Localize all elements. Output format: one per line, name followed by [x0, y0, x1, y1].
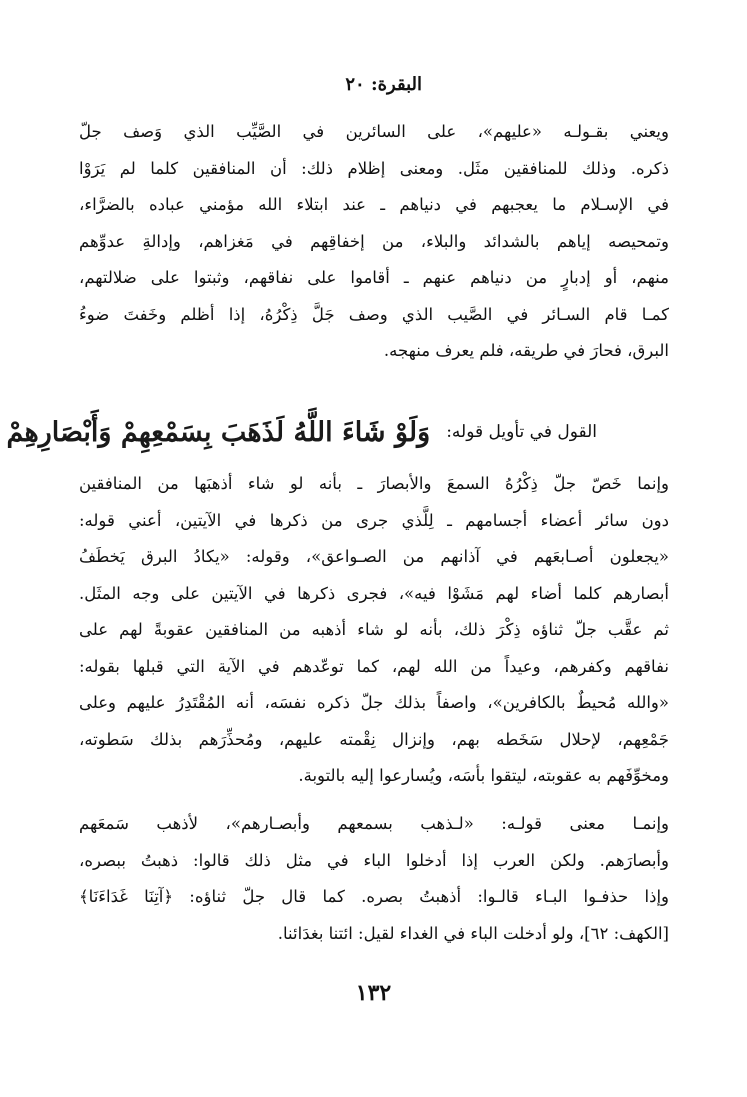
text-line: ثم عقَّب جلّ ثناؤه ذِكْرَ ذلك، بأنه لو شاء أذهبه من المنافقين عقوبةً لهم على [79, 620, 669, 639]
quran-verse: وَلَوْ شَاءَ اللَّهُ لَذَهَبَ بِسَمْعِهِمْ وَأَبْصَارِهِمْ [6, 416, 431, 448]
text-line: وأبصارَهم. ولكن العرب إذا أدخلوا الباء في مثل ذلك قالوا: ذهبتُ ببصره، [79, 850, 669, 870]
page-number: ١٣٢ [355, 980, 392, 1006]
text-line: جَمْعِهم، لإحلال سَخَطه بهم، وإنزال نِقْمته عليهم، ومُحذِّرَهم بذلك سَطوته، [79, 729, 669, 749]
text-line: «والله مُحيطٌ بالكافرين»، واصفاً بذلك جلّ ذكره نفسَه، أنه المُقْتَدِرُ عليهم وعلى [79, 693, 669, 712]
running-header: البقرة: ٢٠ [345, 74, 422, 95]
text-line: وإنما خَصّ جلّ ذِكْرُهُ السمعَ والأبصارَ ـ بأنه لو شاء أذهبَها من المنافقين [79, 474, 669, 493]
text-line: ذكره. وذلك للمنافقين مثَل. ومعنى إظلام ذلك: أن المنافقين كلما لم يَرَوْا [79, 158, 669, 178]
text-line: ومخوِّفَهم به عقوبته، ليتقوا بأسَه، ويُسارعوا إليه بالتوبة. [298, 766, 669, 785]
text-line: وإنمـا معنى قولـه: «لـذهب بسمعهم وأبصـارهم»، لأذهب سَمعَهم [79, 814, 669, 833]
text-line: كمـا قام السـائر في الصَّيب الذي وصف جَلَّ ذِكْرُهُ، إذا أظلم وخَفتَ ضوءُ [79, 304, 669, 324]
text-line: البرق، فحارَ في طريقه، فلم يعرف منهجه. [383, 341, 669, 360]
paragraph-3 [79, 806, 669, 952]
heading-lead: القول في تأويل قوله: [446, 422, 597, 442]
paragraph-1 [79, 114, 669, 370]
text-line: ويعني بقـولـه «عليهم»، على السائرين في الصَّيِّب الذي وَصف جلّ [79, 122, 669, 141]
text-line: وإذا حذفـوا البـاء قالـوا: أذهبتُ بصره. كما قال جلّ ثناؤه: ﴿آتِنَا غَدَاءَنَا﴾ [79, 887, 669, 906]
text-line: منهم، أو إدبارٍ من دنياهم عنهم ـ أقاموا على نفاقهم، وثبتوا على ضلالتهم، [79, 268, 669, 287]
text-line: نفاقهم وكفرهم، وعيداً من الله لهم، كما توعّدهم في الآية التي قبلها بقوله: [79, 656, 669, 676]
text-line: «يجعلون أصـابعَهم في آذانهم من الصـواعق»، وقوله: «يكادُ البرق يَخطَفُ [79, 547, 669, 566]
section-heading [6, 410, 597, 454]
text-line: وتمحيصه إياهم بالشدائد والبلاء، من إخفاقِهم في مَغزاهم، وإدالةِ عدوِّهم [79, 231, 669, 251]
text-line: دون سائر أعضاء أجسامهم ـ لِلَّذي جرى من ذكرها في الآيتين، أعني قوله: [79, 510, 669, 530]
text-line: في الإسـلام ما يعجبهم في دنياهم ـ عند ابتلاء الله مؤمني عباده بالضرَّاء، [79, 195, 669, 214]
paragraph-2 [79, 466, 669, 795]
text-line: [الكهف: ٦٢]، ولو أدخلت الباء في الغداء لقيل: ائتنا بغدَائنا. [277, 923, 669, 943]
text-line: أبصارهم كلما أضاء لهم مَشَوْا فيه»، فجرى ذكرها في الآيتين على وجه المثَل. [79, 583, 669, 603]
